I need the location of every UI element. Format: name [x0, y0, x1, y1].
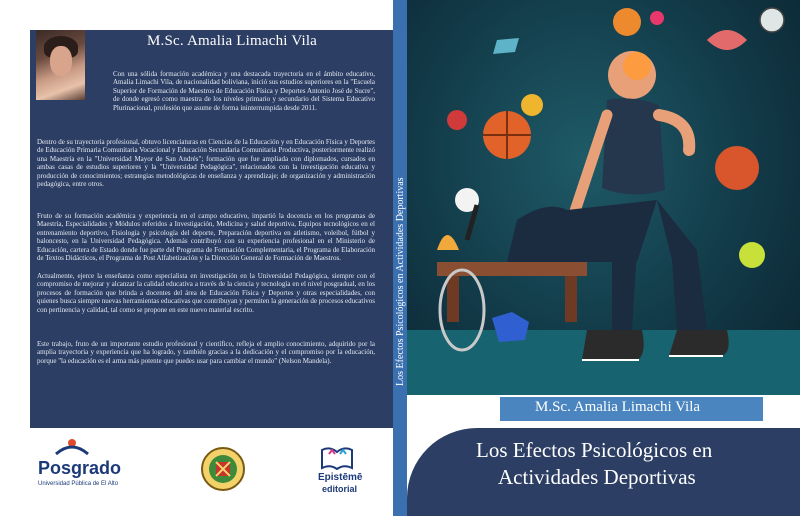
university-seal-icon: [200, 446, 246, 492]
posgrado-logo-icon: [52, 438, 92, 456]
back-author-name: M.Sc. Amalia Limachi Vila: [147, 33, 318, 49]
front-author-name: M.Sc. Amalia Limachi Vila: [535, 399, 701, 415]
logo-strip: [0, 428, 393, 516]
bio-paragraph-1: Con una sólida formación académica y una destacada trayectoria en el ámbito educativo, Amalia Limachi Vila, de nacionalidad boliviana, inició sus estudios superiores en la "Escuela Superior de Formación de Maestros de Educación Física y Deportes Antonio José de Sucre", de donde egresó como maestra de los niveles primario y secundario del Sistema Educativo Plurinacional, profesión que asume de forma ininterrumpida desde 2011.: [113, 70, 375, 112]
front-cover: [407, 0, 800, 516]
author-photo-face: [50, 46, 72, 76]
bio-paragraph-2: Dentro de su trayectoria profesional, obtuvo licenciaturas en Ciencias de la Educación y en Educación Física y Deportes de Educación Primaria Comunitaria Vocacional y Educación Secundaria Comunitaria Productiva, posteriormente realizó una Maestría en la "Universidad Mayor de San Andrés"; formación que fue ampliada con diplomados, cursados en ambas casas de estudios superiores y la "Universidad Pedagógica", relacionados con la investigación educativa y producción de conocimientos; estrategias metodológicas de enseñanza y aprendizaje; de organización y administración pedagógica, entre otros.: [37, 138, 375, 189]
athlete-illustration-art: [407, 0, 800, 395]
athlete-illustration: [407, 0, 800, 395]
episteme-logo-text: Epistēmē: [318, 472, 363, 483]
posgrado-logo-text: Posgrado: [38, 458, 122, 478]
spine-title: [393, 0, 407, 516]
bio-paragraph-4: Actualmente, ejerce la enseñanza como especialista en investigación en la Universidad Pedagógica, siempre con el compromiso de mejorar y alcanzar la calidad educativa a través de la ciencia y tecnología en el nivel posgradual, en los procesos de formación que brinda a docentes del área de Educación Física y Deportes y otras especialidades, con quienes busca siempre nuevas herramientas educativas que contribuyan y permiten la generación de procesos educativos con pertinencia y calidad, tal como se propone en este nuevo material escrito.: [37, 272, 375, 314]
bio-paragraph-3: Fruto de su formación académica y experiencia en el campo educativo, impartió la docencia en los programas de Maestría, Especialidades y Módulos referidos a Investigación, Medicina y salud deportiva, Equipos tecnológicos en el entrenamiento deportivo, Fisiología y psicología del deporte, Preparación deportiva en atletismo, voleibol, fútbol y baloncesto, en la Universidad Pedagógica. Además contribuyó con su experiencia profesional en el Ministerio de Educación, cartera de Estado donde fue parte del Programa de Formación Complementaria, el Programa de Elaboración de Textos Didácticos, el Programa de Post Alfabetización y la Dirección General de Formación de Maestros.: [37, 212, 375, 263]
spine-title-text: Los Efectos Psicológicos en Actividades Deportivas: [395, 177, 406, 386]
book-title-line-1: Los Efectos Psicológicos en: [476, 438, 713, 462]
back-cover: [0, 0, 393, 516]
author-photo: [36, 30, 85, 100]
posgrado-logo-subtitle: Universidad Pública de El Alto: [38, 481, 119, 487]
episteme-logo-subtitle: editorial: [322, 484, 358, 494]
bio-paragraph-5: Este trabajo, fruto de un importante estudio profesional y científico, refleja el amplio conocimiento, adquirido por la amplia trayectoria y experiencia que ha logrado, y también gracias a la dedicación y el compromiso por la educación, porque "la educación es el arma más potente que puedes usar para cambiar el mundo" (Nelson Mandela).: [37, 340, 375, 365]
episteme-logo-icon: [320, 444, 354, 470]
book-title-line-2: Actividades Deportivas: [498, 465, 696, 489]
